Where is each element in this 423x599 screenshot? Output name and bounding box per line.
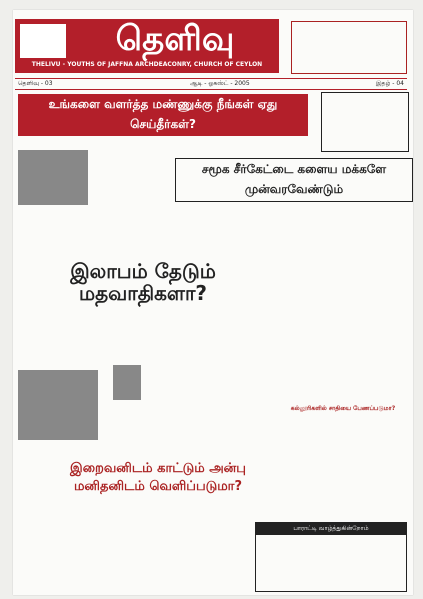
masthead-subtitle: THELIVU - YOUTHS OF JAFFNA ARCHDEACONRY, CHURCH OF CEYLON	[31, 61, 263, 68]
issue-number: இதழ் - 04	[375, 80, 404, 87]
headline-social: சமூக சீர்கேட்டை களைய மக்களே முன்வரவேண்டும்	[175, 158, 413, 202]
headline-profit: இலாபம் தேடும் மதவாதிகளா?	[70, 259, 216, 305]
headline-main: உங்களை வளர்த்த மண்ணுக்கு நீங்கள் ஏது செய்தீர்கள்?	[18, 94, 308, 136]
headline-love: இறைவனிடம் காட்டும் அன்பு மனிதனிடம் வெளிப்படுமா?	[70, 461, 246, 494]
issue-volume: தெளிவு - 03	[18, 80, 53, 87]
photo-2	[18, 370, 98, 440]
notice-box	[321, 92, 409, 152]
article-4-text	[273, 420, 411, 520]
masthead	[15, 19, 279, 73]
masthead-title: தெளிவு	[115, 19, 235, 59]
issue-date: ஆடி - ஓகஸ்ட் - 2005	[190, 80, 250, 87]
newspaper-page	[13, 10, 413, 595]
photo-1	[18, 150, 88, 205]
issue-bar	[15, 78, 407, 90]
headline-college: கல்லூரிகளில் சாதியை பேணப்படுமா?	[290, 405, 396, 412]
footer	[15, 588, 411, 595]
article-1-text	[91, 150, 171, 250]
article-2-text	[175, 215, 411, 395]
photo-3	[113, 365, 141, 400]
side-notice-box	[291, 21, 407, 74]
logo-icon	[20, 24, 66, 58]
article-3-text	[18, 315, 168, 365]
article-5-text	[18, 500, 248, 585]
congratulations-box	[255, 522, 407, 592]
congratulations-title: பாராட்டி வாழ்த்துகின்றோம்	[256, 523, 406, 535]
